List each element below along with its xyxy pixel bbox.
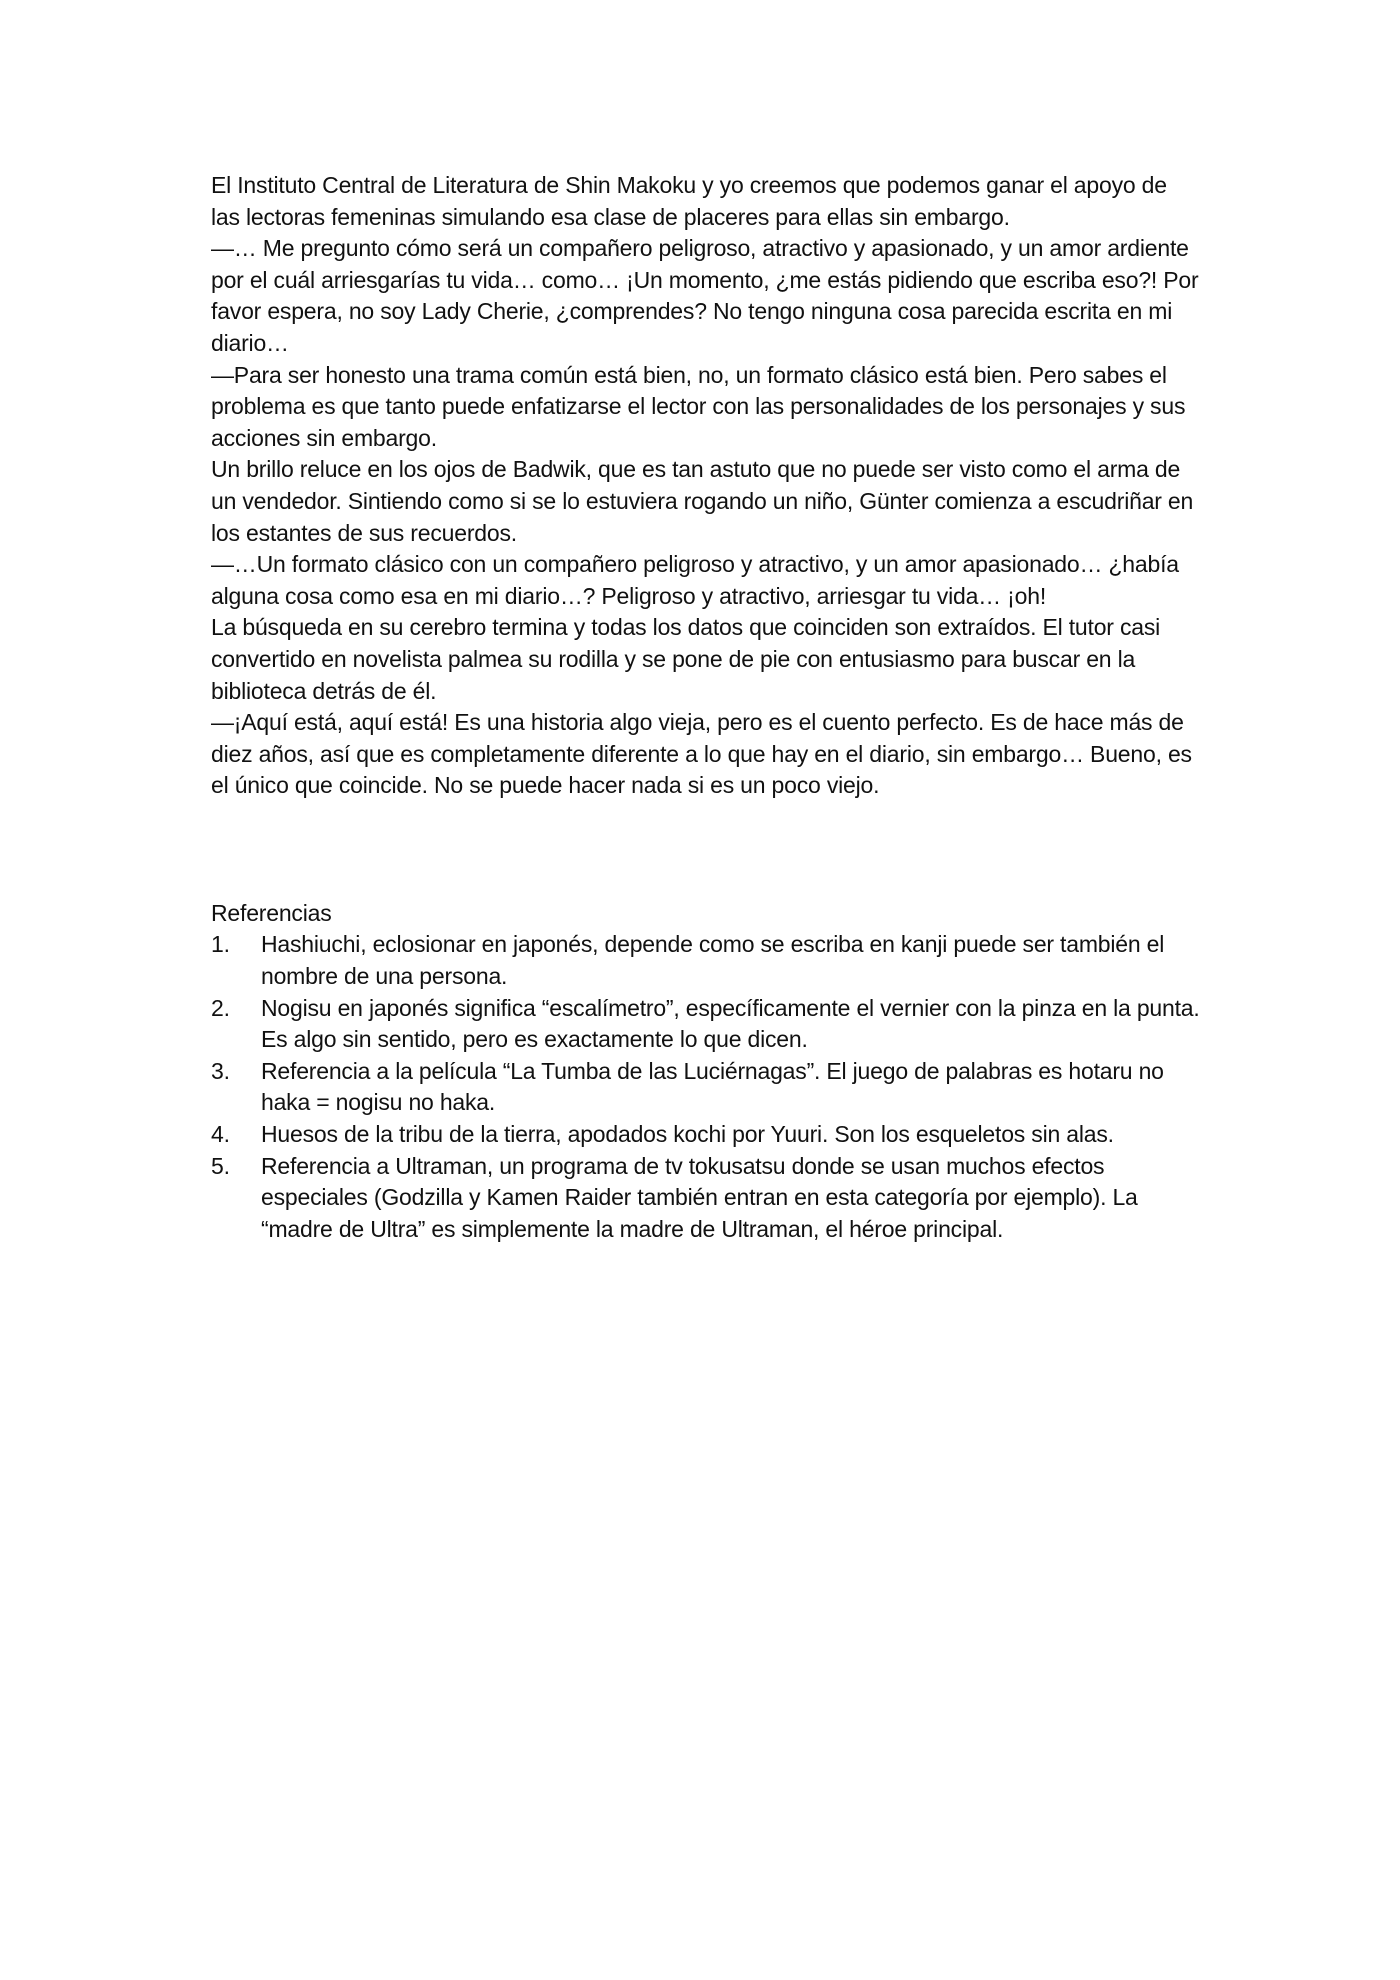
dialogue-paragraph: —… Me pregunto cómo será un compañero peligroso, atractivo y apasionado, y un amor ardiente por el cuál arriesgarías tu vida… como… ¡Un momento, ¿me estás pidiendo que escriba eso?! Por favor espera, no soy Lady Cherie, ¿comprendes? No tengo ninguna cosa parecida escrita en mi diario… — [211, 235, 1199, 356]
paragraph: El Instituto Central de Literatura de Shin Makoku y yo creemos que podemos ganar el apoyo de las lectoras femeninas simulando esa clase de placeres para ellas sin embargo. — [211, 172, 1167, 230]
reference-number: 1. — [211, 931, 230, 958]
reference-number: 3. — [211, 1057, 230, 1084]
reference-text: Huesos de la tribu de la tierra, apodados kochi por Yuuri. Son los esqueletos sin alas. — [261, 1121, 1114, 1148]
reference-number: 4. — [211, 1121, 230, 1148]
references-section — [211, 898, 1201, 1246]
dialogue-paragraph: —…Un formato clásico con un compañero peligroso y atractivo, y un amor apasionado… ¿había alguna cosa como esa en mi diario…? Peligroso y atractivo, arriesgar tu vida… ¡oh! — [211, 551, 1179, 609]
references-list — [211, 929, 1201, 1245]
reference-text: Referencia a la película “La Tumba de las Luciérnagas”. El juego de palabras es hotaru no haka = nogisu no haka. — [261, 1057, 1164, 1116]
dialogue-paragraph: —¡Aquí está, aquí está! Es una historia algo vieja, pero es el cuento perfecto. Es de hace más de diez años, así que es completamente diferente a lo que hay en el diario, sin embargo… Bueno, es el único que coincide. No se puede hacer nada si es un poco viejo. — [211, 709, 1192, 799]
paragraph: La búsqueda en su cerebro termina y todas los datos que coinciden son extraídos. El tutor casi convertido en novelista palmea su rodilla y se pone de pie con entusiasmo para buscar en la biblioteca detrás de él. — [211, 614, 1161, 704]
reference-number: 2. — [211, 994, 230, 1021]
reference-item — [211, 929, 1201, 992]
reference-text: Nogisu en japonés significa “escalímetro”, específicamente el vernier con la pinza en la punta. Es algo sin sentido, pero es exactamente lo que dicen. — [261, 994, 1200, 1053]
page-content — [211, 170, 1201, 1245]
reference-item — [211, 993, 1201, 1056]
reference-text: Hashiuchi, eclosionar en japonés, depende como se escriba en kanji puede ser también el nombre de una persona. — [261, 931, 1165, 990]
reference-item — [211, 1119, 1201, 1151]
reference-text: Referencia a Ultraman, un programa de tv tokusatsu donde se usan muchos efectos especiales (Godzilla y Kamen Raider también entran en esta categoría por ejemplo). La “madre de Ultra” es simplemente la madre de Ultraman, el héroe principal. — [261, 1152, 1138, 1242]
reference-number: 5. — [211, 1152, 230, 1179]
body-text — [211, 170, 1201, 802]
reference-item — [211, 1151, 1201, 1246]
dialogue-paragraph: —Para ser honesto una trama común está bien, no, un formato clásico está bien. Pero sabes el problema es que tanto puede enfatizarse el lector con las personalidades de los personajes y sus acciones sin embargo. — [211, 361, 1186, 451]
reference-item — [211, 1056, 1201, 1119]
paragraph: Un brillo reluce en los ojos de Badwik, que es tan astuto que no puede ser visto como el arma de un vendedor. Sintiendo como si se lo estuviera rogando un niño, Günter comienza a escudriñar en los estantes de sus recuerdos. — [211, 456, 1194, 546]
references-heading: Referencias — [211, 899, 332, 926]
